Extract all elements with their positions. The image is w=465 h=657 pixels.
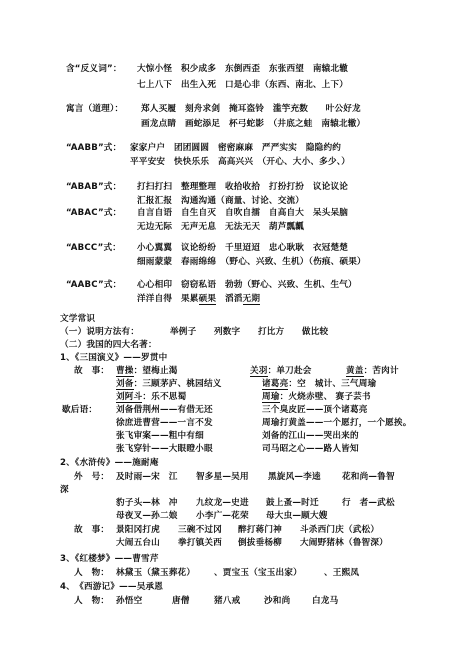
story-item: 斗杀西门庆（武松） [300,525,380,535]
antonym-idiom-row: 大惊小怪 积少成多 东倒西歪 东张西望 南辕北辙 [137,64,349,74]
nickname-item: 行 者—武松 [342,498,395,508]
saying-item: 司马昭之心——路人皆知 [262,444,359,454]
characters-label: 人 物： [74,568,110,578]
nickname-item: 花和尚—鲁智 [342,472,395,482]
saying-item: 刘备借荆州——有借无还 [116,405,213,415]
story-label: 故 事： [74,525,110,535]
story-row: 周瑜：火烧赤壁、 赛子芸书 [262,392,371,402]
character-item: 孙悟空 [116,596,143,606]
methods-label: （一）说明方法有： [60,327,140,337]
novel-title: 4、 《西游记》——吴承恩 [60,582,164,592]
saying-item: 刘备的江山——哭出来的 [262,431,359,441]
story-row: 关羽：单刀赴会 [250,366,312,376]
methods-list: 举例子 列数字 打比方 做比较 [170,327,329,337]
abcc-idiom-row: 小心翼翼 议论纷纷 千里迢迢 忠心耿耿 衣冠楚楚 [137,243,349,253]
story-item: 倒拔垂杨柳 [238,538,282,548]
abcc-idiom-label: “ABCC”式： [66,243,122,253]
saying-item: 周瑜打黄盖——一个愿打，一个愿挨。 [262,418,412,428]
aabb-idiom-row: 家家户户 团团圆圆 密密麻麻 严严实实 隐隐约约 [130,143,342,153]
aabc-idiom-row: 心心相印 窃窃私语 勃勃（野心、兴致、生机、生气） [137,280,357,290]
story-row: 黄盖：苦肉计 [346,366,399,376]
saying-item: 三个臭皮匠——顶个诸葛亮 [262,405,368,415]
story-row: 诸葛亮：空 城计、三气周瑜 [262,379,377,389]
character-item: 唐僧 [172,596,190,606]
saying-item: 张飞穿针——大眼瞪小眼 [116,444,213,454]
characters-label: 人 物： [74,596,110,606]
story-label: 故 事： [74,366,110,376]
abac-idiom-row: 自言自语 自生自灭 自吹自擂 自高自大 呆头呆脑 [137,208,349,218]
abcc-idiom-row: 细雨蒙蒙 春雨绵绵 （野心、兴致、生机）（伤痕、硕果） [137,257,366,267]
aabb-idiom-label: “AABB”式： [66,143,122,153]
story-item: 拳打镇关西 [178,538,222,548]
nickname-item: 母夜叉—孙二娘 [116,511,178,521]
story-item: 大闹五台山 [116,538,160,548]
fable-idiom-row: 画龙点睛 画蛇添足 杯弓蛇影 （井底之蛙 南辕北辙） [141,119,366,129]
story-row: 曹操：望梅止渴 [116,366,178,376]
story-item: 醉打蒋门神 [238,525,282,535]
nickname-item-wrap: 深 [60,485,69,495]
story-row: 刘备：三顾茅庐、桃园结义 [116,379,222,389]
novel-title: 3、《红楼梦》——曹雪芹 [60,554,159,564]
character-item: 白龙马 [312,596,339,606]
novel-title: 1、《三国演义》——罗贯中 [60,353,168,363]
fable-idiom-row: 郑人买履 刻舟求剑 掩耳盗铃 滥竽充数 叶公好龙 [141,104,361,114]
story-item: 三碗不过冈 [178,525,222,535]
saying-item: 徐庶进曹营——一言不发 [116,418,213,428]
nickname-item: 母大虫—顾大嫂 [266,511,328,521]
saying-item: 张飞审案——粗中有细 [116,431,204,441]
nickname-item: 智多星—吴用 [196,472,249,482]
character-item: 沙和尚 [264,596,291,606]
novel-title: 2、《水浒传》——施耐庵 [60,458,159,468]
aabb-idiom-row: 平平安安 快快乐乐 高高兴兴 （开心、大小、多少、） [130,157,351,167]
character-item: 、贾宝玉（宝玉出家） [214,568,302,578]
antonym-idiom-label: 含“反义词”： [66,64,122,74]
character-item: 林黛玉（黛玉葬花） [116,568,196,578]
abac-idiom-row: 无边无际 无声无息 无法无天 葫芦瓢瓤 [137,222,305,232]
abab-idiom-row: 汇报汇报 沟通沟通（商量、讨论、交流） [137,196,305,206]
abab-idiom-label: “ABAB”式： [66,182,122,192]
nickname-item: 鼓上蚤—时迁 [266,498,319,508]
story-item: 景阳冈打虎 [116,525,160,535]
aabc-idiom-row: 洋洋自得 果累硕果 滔滔无期 [137,294,261,304]
fable-idiom-label: 寓言（道理）： [66,104,124,114]
story-row: 刘阿斗：乐不思蜀 [116,392,187,402]
saying-label: 歇后语： [62,405,98,415]
nickname-item: 九纹龙—史进 [196,498,249,508]
four-novels-label: （二）我国的四大名著： [60,340,157,350]
nickname-label: 外 号： [74,472,110,482]
story-item: 大闹野猪林（鲁智深） [300,538,388,548]
character-item: 猪八戒 [214,596,241,606]
abab-idiom-row: 打扫打扫 整理整理 收拾收拾 打扮打扮 议论议论 [137,182,349,192]
nickname-item: 及时雨—宋 江 [116,472,178,482]
character-item: 、王熙凤 [324,568,360,578]
nickname-item: 豹子头—林 冲 [116,498,178,508]
antonym-idiom-row: 七上八下 出生入死 口是心非（东西、南北、上下） [137,80,349,90]
section-heading: 文学常识 [60,314,96,324]
aabc-idiom-label: “AABC”式： [66,280,122,290]
nickname-item: 黑旋风—李逵 [268,472,321,482]
nickname-item: 小李广—花荣 [196,511,249,521]
abac-idiom-label: “ABAC”式： [66,208,122,218]
